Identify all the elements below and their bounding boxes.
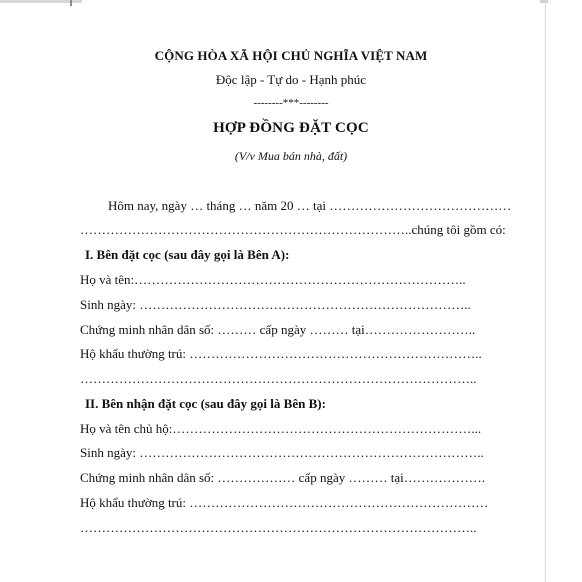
party-a-dob: Sinh ngày: ………………………………………………………………….. [80,297,471,312]
party-b-id: Chứng minh nhân dân số: ……………… cấp ngày ……… tại………………. [80,470,485,485]
party-a-residence-cont: ……………………………………………………………………………….. [80,371,477,386]
party-b-residence-cont: ……………………………………………………………………………….. [80,520,477,535]
party-a-name: Họ và tên:………………………………………………………………….. [80,272,466,287]
top-edge-tick [70,0,72,6]
party-a-heading: I. Bên đặt cọc (sau đây gọi là Bên A): [85,247,290,262]
nation-heading: CỘNG HÒA XÃ HỘI CHỦ NGHĨA VIỆT NAM [154,48,428,63]
party-b-name: Họ và tên chủ hộ:……………………………………………………………... [80,421,482,436]
top-edge-right [540,0,548,3]
national-motto: Độc lập - Tự do - Hạnh phúc [215,72,367,87]
contract-title: HỢP ĐỒNG ĐẶT CỌC [213,120,369,136]
party-a-residence: Hộ khẩu thường trú: ………………………………………………………….. [80,346,482,361]
party-a-id: Chứng minh nhân dân số: ……… cấp ngày ……… tại…………………….. [80,322,476,337]
header-separator: --------***-------- [253,97,329,109]
intro-line-date: Hôm nay, ngày … tháng … năm 20 … tại …………………………………… [108,198,512,213]
page-top-edge [0,0,582,10]
party-b-dob: Sinh ngày: …………………………………………………………………….. [80,445,484,460]
party-b-heading: II. Bên nhận đặt cọc (sau đây gọi là Bên B): [85,396,326,411]
party-b-residence: Hộ khẩu thường trú: …………………………………………………………… [80,495,489,510]
intro-line-parties: …………………………………………………………………..chúng tôi gồm có: [80,222,506,237]
contract-subtitle: (V/v Mua bán nhà, đất) [234,149,348,163]
